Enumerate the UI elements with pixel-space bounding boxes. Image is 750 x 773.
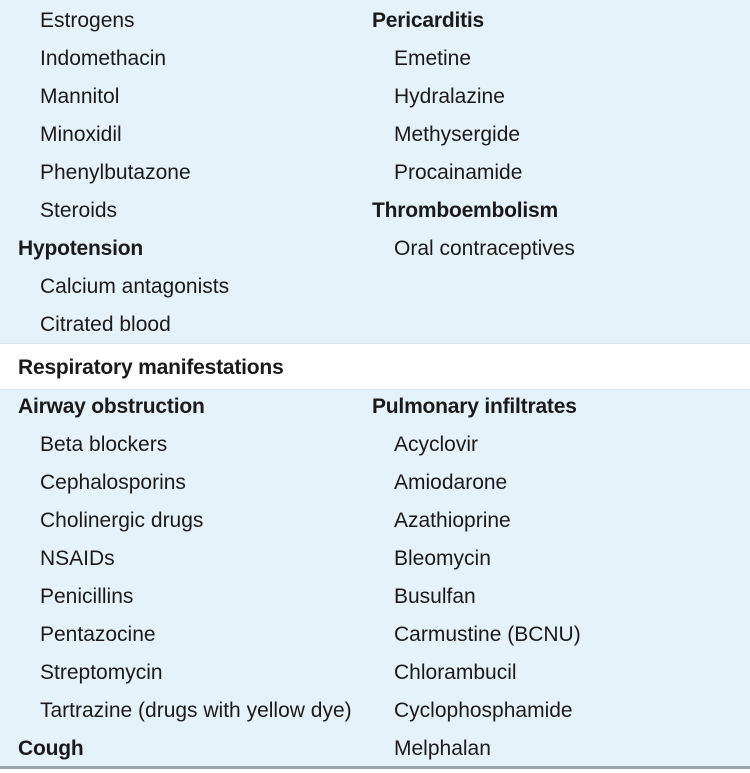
drug-item: Estrogens	[40, 9, 135, 32]
top-left-column	[18, 7, 229, 349]
category-heading: Thromboembolism	[372, 199, 559, 222]
drug-item: Carmustine (BCNU)	[394, 623, 581, 646]
drug-item: Azathioprine	[394, 509, 511, 532]
drug-item: Busulfan	[394, 585, 476, 608]
drug-item: Beta blockers	[40, 433, 168, 456]
drug-item: Cephalosporins	[40, 471, 186, 494]
category-heading: Pulmonary infiltrates	[372, 395, 577, 418]
drug-item: Emetine	[394, 47, 472, 70]
drug-item: Pentazocine	[40, 623, 156, 646]
drug-item: Mannitol	[40, 85, 120, 108]
drug-item: Oral contraceptives	[394, 237, 575, 260]
category-heading: Pericarditis	[372, 9, 484, 32]
drug-item: Penicillins	[40, 585, 134, 608]
drug-item: Bleomycin	[394, 547, 491, 570]
drug-item: Calcium antagonists	[40, 275, 230, 298]
drug-item: Phenylbutazone	[40, 161, 191, 184]
drug-item: Melphalan	[394, 737, 491, 760]
drug-item: Citrated blood	[40, 313, 171, 336]
drug-item: Amiodarone	[394, 471, 508, 494]
drug-item: NSAIDs	[40, 547, 115, 570]
drug-item: Acyclovir	[394, 433, 479, 456]
category-heading: Hypotension	[18, 237, 143, 260]
top-right-column	[372, 7, 575, 273]
drug-item: Hydralazine	[394, 85, 505, 108]
section-header-respiratory: Respiratory manifestations	[18, 356, 284, 379]
bottom-right-column	[372, 393, 581, 773]
drug-item: Steroids	[40, 199, 118, 222]
category-heading: Cough	[18, 737, 84, 760]
drug-item: Chlorambucil	[394, 661, 517, 684]
drug-item: Cyclophosphamide	[394, 699, 573, 722]
bottom-left-column	[18, 393, 352, 773]
drug-item: Procainamide	[394, 161, 523, 184]
drug-item: Indomethacin	[40, 47, 167, 70]
category-heading: Airway obstruction	[18, 395, 205, 418]
drug-item: Streptomycin	[40, 661, 163, 684]
drug-item: Minoxidil	[40, 123, 122, 146]
drug-item: Cholinergic drugs	[40, 509, 204, 532]
drug-item: Tartrazine (drugs with yellow dye)	[40, 699, 352, 722]
drug-item: Methysergide	[394, 123, 521, 146]
